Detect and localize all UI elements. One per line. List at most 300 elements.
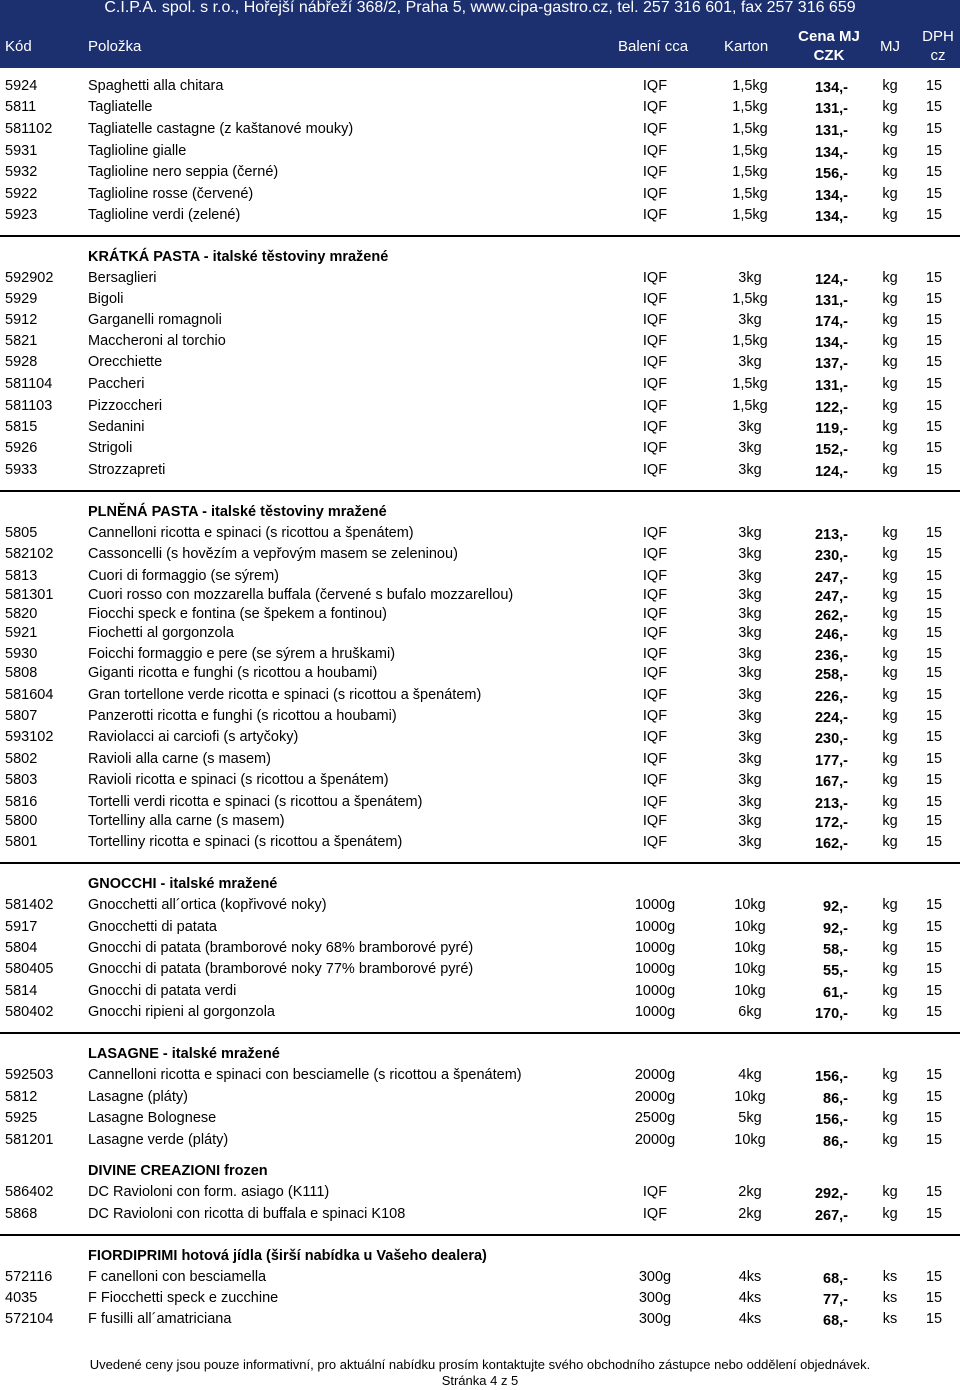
cell-code: 5801 (5, 834, 38, 850)
cell-unit: kg (882, 687, 898, 703)
cell-carton: 3kg (738, 419, 762, 435)
cell-vat: 15 (925, 794, 943, 810)
cell-code: 581104 (5, 376, 53, 392)
cell-package: IQF (642, 751, 668, 767)
cell-package: 1000g (634, 1004, 676, 1020)
cell-package: IQF (642, 625, 668, 641)
cell-price: 152,- (814, 442, 848, 458)
cell-price: 177,- (814, 753, 848, 769)
footer-note: Uvedené ceny jsou pouze informativní, pro aktuální nabídku prosím kontaktujte svého obchodního zástupce nebo oddělení objednávek. (89, 1357, 871, 1372)
cell-package: IQF (642, 587, 668, 603)
cell-name: Lasagne (pláty) (88, 1089, 188, 1105)
table-row (0, 76, 960, 96)
cell-carton: 10kg (734, 940, 766, 956)
cell-package: IQF (642, 291, 668, 307)
table-row (0, 770, 960, 790)
table-row (0, 792, 960, 812)
cell-code: 5922 (5, 186, 38, 202)
table-row (0, 1182, 960, 1202)
cell-name: Tagliatelle castagne (z kaštanové mouky) (88, 121, 354, 137)
cell-code: 5917 (5, 919, 38, 935)
section-divider (0, 235, 960, 237)
cell-price: 236,- (814, 648, 848, 664)
cell-vat: 15 (925, 546, 943, 562)
cell-vat: 15 (925, 834, 943, 850)
cell-code: 5929 (5, 291, 38, 307)
cell-name: Ravioli ricotta e spinaci (s ricottou a špenátem) (88, 772, 389, 788)
cell-unit: kg (882, 546, 898, 562)
cell-name: Maccheroni al torchio (88, 333, 226, 349)
table-row (0, 119, 960, 139)
cell-unit: kg (882, 568, 898, 584)
cell-package: 2000g (634, 1089, 676, 1105)
table-row (0, 1267, 960, 1287)
cell-unit: kg (882, 646, 898, 662)
cell-unit: kg (882, 291, 898, 307)
table-row (0, 1087, 960, 1107)
cell-price: 124,- (814, 464, 848, 480)
table-row (0, 1288, 960, 1308)
cell-package: IQF (642, 687, 668, 703)
cell-vat: 15 (925, 376, 943, 392)
cell-name: Cuori rosso con mozzarella buffala (červené s bufalo mozzarellou) (88, 587, 514, 603)
table-row (0, 396, 960, 416)
cell-carton: 10kg (734, 897, 766, 913)
cell-vat: 15 (925, 1269, 943, 1285)
cell-unit: ks (882, 1269, 898, 1285)
cell-carton: 3kg (738, 587, 762, 603)
cell-price: 68,- (823, 1313, 848, 1329)
cell-unit: kg (882, 143, 898, 159)
cell-package: IQF (642, 312, 668, 328)
cell-carton: 5kg (738, 1110, 762, 1126)
column-header-kod: Kód (5, 38, 32, 55)
cell-code: 5805 (5, 525, 38, 541)
cell-name: Strigoli (88, 440, 133, 456)
cell-name: Lasagne Bolognese (88, 1110, 217, 1126)
cell-code: 581301 (5, 587, 54, 603)
cell-vat: 15 (925, 354, 943, 370)
cell-code: 581604 (5, 687, 54, 703)
cell-vat: 15 (925, 813, 943, 829)
section-title: DIVINE CREAZIONI frozen (88, 1163, 268, 1179)
cell-price: 137,- (814, 356, 848, 372)
cell-carton: 3kg (738, 354, 762, 370)
cell-name: Panzerotti ricotta e funghi (s ricottou a houbami) (88, 708, 397, 724)
cell-unit: kg (882, 919, 898, 935)
cell-unit: kg (882, 834, 898, 850)
cell-code: 5924 (5, 78, 38, 94)
cell-code: 593102 (5, 729, 54, 745)
section-divider (0, 862, 960, 864)
cell-carton: 2kg (738, 1206, 762, 1222)
section-title: PLNĚNÁ PASTA - italské těstoviny mražené (88, 504, 387, 520)
cell-package: IQF (642, 164, 668, 180)
table-row (0, 623, 960, 643)
cell-code: 5802 (5, 751, 38, 767)
cell-package: IQF (642, 568, 668, 584)
column-header-mj: MJ (880, 38, 900, 55)
cell-carton: 1,5kg (732, 186, 768, 202)
column-header-karton: Karton (724, 38, 769, 55)
cell-vat: 15 (925, 164, 943, 180)
cell-code: 592503 (5, 1067, 54, 1083)
cell-vat: 15 (925, 961, 943, 977)
cell-unit: kg (882, 376, 898, 392)
cell-carton: 3kg (738, 312, 762, 328)
table-row (0, 566, 960, 586)
cell-code: 5815 (5, 419, 38, 435)
cell-code: 5811 (5, 99, 37, 115)
cell-carton: 4ks (738, 1269, 762, 1285)
cell-price: 267,- (814, 1208, 848, 1224)
cell-price: 131,- (814, 101, 848, 117)
cell-carton: 1,5kg (732, 78, 768, 94)
cell-vat: 15 (925, 291, 943, 307)
cell-vat: 15 (925, 1089, 943, 1105)
cell-unit: kg (882, 983, 898, 999)
cell-carton: 1,5kg (732, 164, 768, 180)
section-divider (0, 490, 960, 492)
cell-price: 55,- (823, 963, 848, 979)
cell-price: 86,- (823, 1091, 848, 1107)
cell-code: 5804 (5, 940, 38, 956)
cell-carton: 4kg (738, 1067, 762, 1083)
cell-name: Raviolacci ai carciofi (s artyčoky) (88, 729, 299, 745)
cell-code: 580402 (5, 1004, 54, 1020)
cell-vat: 15 (925, 1290, 943, 1306)
table-row (0, 685, 960, 705)
cell-carton: 3kg (738, 834, 762, 850)
cell-package: IQF (642, 398, 668, 414)
cell-name: Sedanini (88, 419, 145, 435)
cell-name: Garganelli romagnoli (88, 312, 222, 328)
cell-unit: kg (882, 312, 898, 328)
cell-carton: 3kg (738, 794, 762, 810)
table-row (0, 268, 960, 288)
table-row (0, 727, 960, 747)
cell-vat: 15 (925, 751, 943, 767)
cell-price: 68,- (823, 1271, 848, 1287)
cell-unit: kg (882, 772, 898, 788)
cell-name: Taglioline rosse (červené) (88, 186, 254, 202)
cell-name: Tagliatelle (88, 99, 153, 115)
cell-price: 119,- (815, 421, 848, 437)
cell-price: 134,- (814, 188, 848, 204)
cell-price: 156,- (814, 1069, 848, 1085)
cell-vat: 15 (925, 729, 943, 745)
cell-name: Bigoli (88, 291, 124, 307)
cell-name: Tortelliny alla carne (s masem) (88, 813, 285, 829)
cell-code: 5912 (5, 312, 38, 328)
cell-price: 134,- (814, 80, 848, 96)
cell-code: 5807 (5, 708, 38, 724)
cell-package: IQF (642, 525, 668, 541)
cell-code: 5933 (5, 462, 38, 478)
cell-vat: 15 (925, 207, 943, 223)
table-row (0, 544, 960, 564)
cell-name: Fiocchi speck e fontina (se špekem a fontinou) (88, 606, 388, 622)
table-row (0, 352, 960, 372)
cell-unit: kg (882, 354, 898, 370)
table-row (0, 981, 960, 1001)
cell-carton: 1,5kg (732, 291, 768, 307)
cell-package: 2000g (634, 1132, 676, 1148)
cell-name: Taglioline nero seppia (černé) (88, 164, 279, 180)
cell-code: 5930 (5, 646, 38, 662)
table-row (0, 1130, 960, 1150)
cell-package: 1000g (634, 983, 676, 999)
cell-vat: 15 (925, 270, 943, 286)
cell-price: 213,- (814, 527, 848, 543)
cell-price: 230,- (814, 548, 848, 564)
cell-price: 162,- (814, 836, 848, 852)
cell-unit: kg (882, 708, 898, 724)
cell-unit: kg (882, 665, 898, 681)
cell-carton: 3kg (738, 625, 762, 641)
table-header-bar (0, 0, 960, 68)
cell-carton: 10kg (734, 983, 766, 999)
cell-code: 5821 (5, 333, 38, 349)
cell-carton: 10kg (734, 961, 766, 977)
cell-vat: 15 (925, 1004, 943, 1020)
cell-unit: kg (882, 164, 898, 180)
cell-name: Ravioli alla carne (s masem) (88, 751, 271, 767)
cell-code: 5928 (5, 354, 38, 370)
cell-vat: 15 (925, 398, 943, 414)
cell-vat: 15 (925, 525, 943, 541)
cell-unit: kg (882, 1089, 898, 1105)
cell-code: 5925 (5, 1110, 38, 1126)
cell-carton: 3kg (738, 687, 762, 703)
cell-unit: kg (882, 440, 898, 456)
cell-unit: kg (882, 1206, 898, 1222)
table-row (0, 331, 960, 351)
cell-vat: 15 (925, 1110, 943, 1126)
cell-vat: 15 (925, 1067, 943, 1083)
cell-name: Gnocchi di patata verdi (88, 983, 237, 999)
table-row (0, 1002, 960, 1022)
column-header-dph: DPH (922, 28, 954, 45)
section-divider (0, 1234, 960, 1236)
cell-carton: 3kg (738, 729, 762, 745)
cell-vat: 15 (925, 606, 943, 622)
cell-carton: 3kg (738, 813, 762, 829)
company-info: C.I.P.A. spol. s r.o., Hořejší nábřeží 368/2, Praha 5, www.cipa-gastro.cz, tel. 257 316 601, fax 257 316 659 (104, 0, 856, 16)
cell-vat: 15 (925, 121, 943, 137)
section-title: LASAGNE - italské mražené (88, 1046, 280, 1062)
cell-code: 5813 (5, 568, 38, 584)
cell-carton: 1,5kg (732, 376, 768, 392)
cell-vat: 15 (925, 1184, 943, 1200)
table-row (0, 895, 960, 915)
cell-vat: 15 (925, 587, 943, 603)
cell-name: Lasagne verde (pláty) (88, 1132, 229, 1148)
cell-vat: 15 (925, 940, 943, 956)
cell-price: 61,- (823, 985, 848, 1001)
cell-carton: 2kg (738, 1184, 762, 1200)
cell-carton: 3kg (738, 440, 762, 456)
cell-package: IQF (642, 121, 668, 137)
cell-price: 156,- (814, 166, 848, 182)
cell-carton: 1,5kg (732, 398, 768, 414)
cell-name: Cannelloni ricotta e spinaci (s ricottou a špenátem) (88, 525, 414, 541)
cell-package: IQF (642, 794, 668, 810)
cell-carton: 10kg (734, 1089, 766, 1105)
cell-vat: 15 (925, 1311, 943, 1327)
cell-package: 1000g (634, 961, 676, 977)
cell-name: Fiochetti al gorgonzola (88, 625, 234, 641)
cell-unit: kg (882, 794, 898, 810)
cell-unit: kg (882, 961, 898, 977)
cell-price: 230,- (814, 731, 848, 747)
cell-price: 131,- (814, 293, 848, 309)
cell-price: 174,- (814, 314, 848, 330)
cell-carton: 4ks (738, 1290, 762, 1306)
cell-carton: 3kg (738, 606, 762, 622)
cell-unit: kg (882, 1132, 898, 1148)
cell-package: IQF (642, 708, 668, 724)
cell-name: Cassoncelli (s hovězím a vepřovým masem se zeleninou) (88, 546, 458, 562)
cell-unit: kg (882, 1067, 898, 1083)
cell-code: 580405 (5, 961, 54, 977)
cell-package: 2000g (634, 1067, 676, 1083)
cell-package: 1000g (634, 897, 676, 913)
cell-price: 292,- (814, 1186, 848, 1202)
cell-name: Gnocchetti all´ortica (kopřivové noky) (88, 897, 327, 913)
cell-unit: kg (882, 606, 898, 622)
cell-price: 172,- (814, 815, 848, 831)
cell-price: 77,- (823, 1292, 848, 1308)
cell-package: IQF (642, 440, 668, 456)
column-header-cena: Cena MJ (798, 28, 860, 45)
cell-price: 156,- (814, 1112, 848, 1128)
cell-code: 572104 (5, 1311, 54, 1327)
cell-code: 572116 (5, 1269, 53, 1285)
table-row (0, 604, 960, 624)
cell-price: 92,- (823, 921, 848, 937)
cell-name: DC Ravioloni con form. asiago (K111) (88, 1184, 330, 1200)
page-number: Stránka 4 z 5 (441, 1373, 519, 1388)
cell-package: IQF (642, 546, 668, 562)
table-row (0, 706, 960, 726)
cell-name: Gnocchi ripieni al gorgonzola (88, 1004, 275, 1020)
cell-code: 5814 (5, 983, 38, 999)
cell-price: 262,- (814, 608, 848, 624)
cell-package: IQF (642, 834, 668, 850)
cell-name: Strozzapreti (88, 462, 166, 478)
cell-price: 134,- (814, 209, 848, 225)
table-row (0, 959, 960, 979)
cell-price: 247,- (814, 570, 848, 586)
cell-vat: 15 (925, 419, 943, 435)
cell-vat: 15 (925, 665, 943, 681)
cell-price: 134,- (814, 335, 848, 351)
column-header-polozka: Položka (88, 38, 142, 55)
cell-unit: kg (882, 525, 898, 541)
cell-package: IQF (642, 646, 668, 662)
cell-package: IQF (642, 606, 668, 622)
cell-vat: 15 (925, 919, 943, 935)
cell-name: F canelloni con besciamella (88, 1269, 267, 1285)
cell-package: 1000g (634, 919, 676, 935)
cell-unit: ks (882, 1290, 898, 1306)
cell-unit: kg (882, 729, 898, 745)
table-row (0, 289, 960, 309)
cell-name: Taglioline gialle (88, 143, 187, 159)
cell-package: IQF (642, 462, 668, 478)
column-header-baleni: Balení cca (618, 38, 689, 55)
cell-vat: 15 (925, 333, 943, 349)
cell-price: 58,- (823, 942, 848, 958)
table-row (0, 663, 960, 683)
cell-vat: 15 (925, 687, 943, 703)
cell-vat: 15 (925, 646, 943, 662)
cell-vat: 15 (925, 78, 943, 94)
cell-vat: 15 (925, 708, 943, 724)
cell-price: 131,- (814, 378, 848, 394)
cell-carton: 3kg (738, 568, 762, 584)
cell-name: Gnocchi di patata (bramborové noky 68% bramborové pyré) (88, 940, 474, 956)
cell-price: 213,- (814, 796, 848, 812)
table-row (0, 97, 960, 117)
cell-vat: 15 (925, 568, 943, 584)
cell-name: Spaghetti alla chitara (88, 78, 224, 94)
cell-code: 582102 (5, 546, 54, 562)
table-row (0, 184, 960, 204)
cell-name: Pizzoccheri (88, 398, 163, 414)
cell-unit: kg (882, 419, 898, 435)
cell-name: Cuori di formaggio (se sýrem) (88, 568, 279, 584)
cell-code: 5931 (5, 143, 38, 159)
cell-carton: 3kg (738, 462, 762, 478)
cell-name: Bersaglieri (88, 270, 157, 286)
cell-code: 5800 (5, 813, 38, 829)
cell-package: IQF (642, 1184, 668, 1200)
cell-vat: 15 (925, 897, 943, 913)
cell-unit: kg (882, 1184, 898, 1200)
cell-carton: 3kg (738, 751, 762, 767)
cell-package: IQF (642, 78, 668, 94)
cell-carton: 1,5kg (732, 143, 768, 159)
cell-carton: 3kg (738, 665, 762, 681)
cell-name: Paccheri (88, 376, 145, 392)
cell-package: IQF (642, 813, 668, 829)
cell-code: 5820 (5, 606, 38, 622)
cell-carton: 3kg (738, 546, 762, 562)
cell-name: DC Ravioloni con ricotta di buffala e spinaci K108 (88, 1206, 406, 1222)
cell-unit: kg (882, 99, 898, 115)
table-row (0, 1309, 960, 1329)
cell-package: 300g (638, 1311, 672, 1327)
cell-code: 5803 (5, 772, 38, 788)
cell-carton: 10kg (734, 919, 766, 935)
cell-code: 581103 (5, 398, 53, 414)
cell-name: F Fiocchetti speck e zucchine (88, 1290, 279, 1306)
cell-carton: 1,5kg (732, 207, 768, 223)
cell-unit: kg (882, 1004, 898, 1020)
cell-code: 581201 (5, 1132, 54, 1148)
cell-unit: kg (882, 1110, 898, 1126)
cell-package: IQF (642, 354, 668, 370)
cell-unit: kg (882, 897, 898, 913)
cell-name: Gnocchi di patata (bramborové noky 77% bramborové pyré) (88, 961, 474, 977)
cell-unit: kg (882, 751, 898, 767)
cell-package: 1000g (634, 940, 676, 956)
cell-package: 300g (638, 1290, 672, 1306)
cell-package: IQF (642, 665, 668, 681)
cell-name: Giganti ricotta e funghi (s ricottou a houbami) (88, 665, 378, 681)
